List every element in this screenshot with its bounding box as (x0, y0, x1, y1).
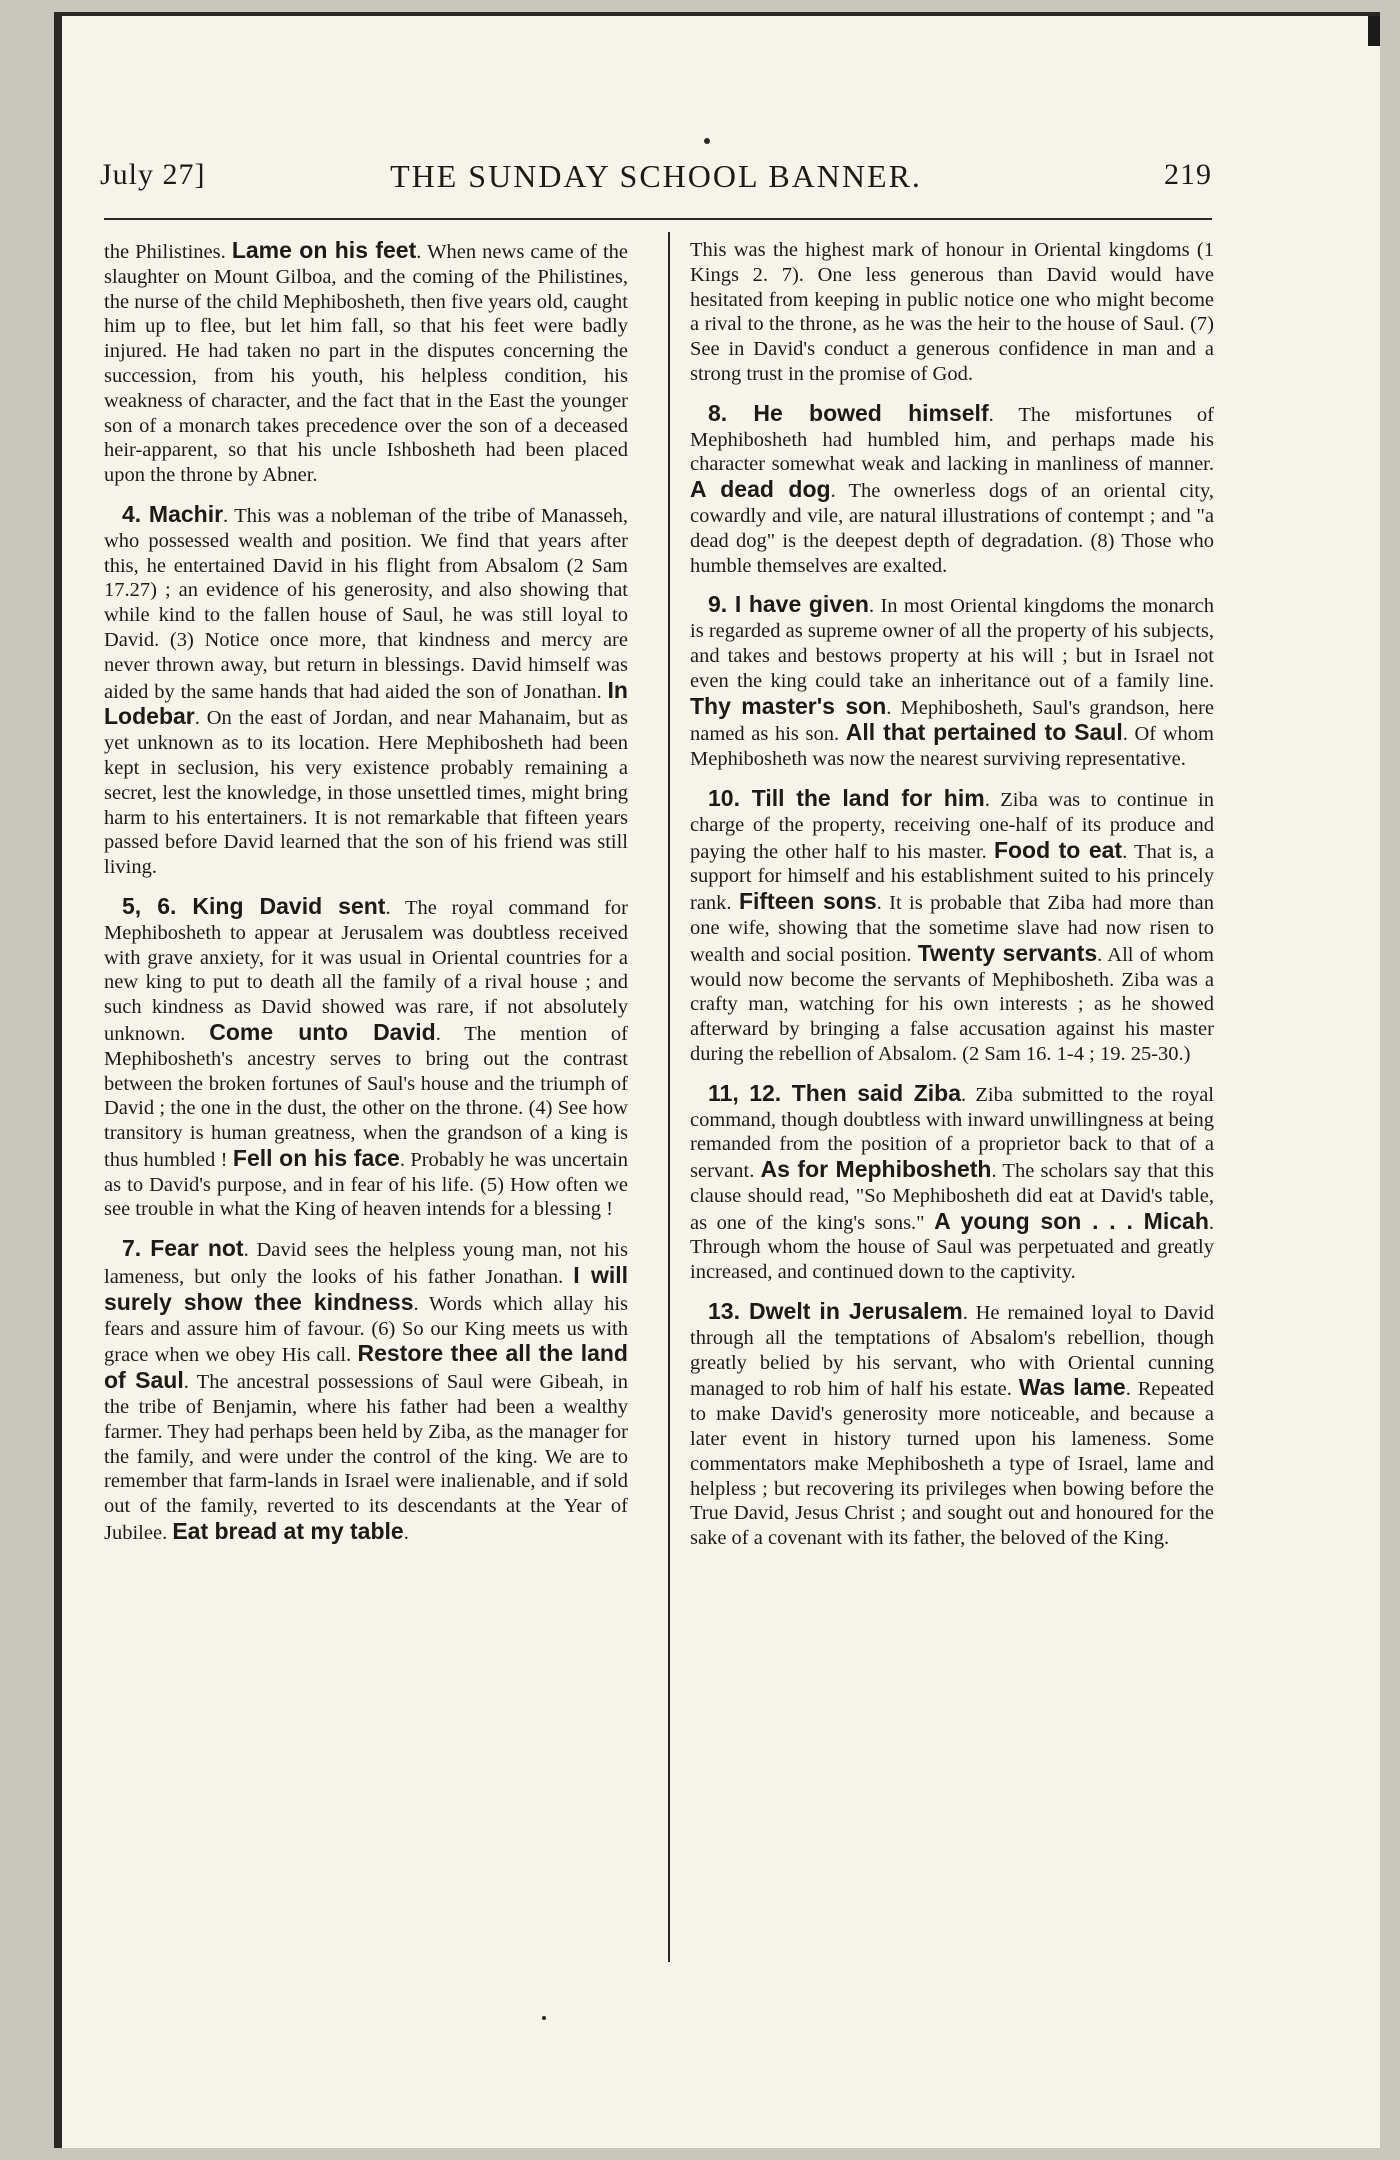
verse-number: 5, 6. (122, 892, 193, 919)
keyword-heading: Food to eat (993, 836, 1123, 863)
keyword-heading: I will surely show thee kindness (104, 1262, 629, 1315)
body-text: . Through whom the house of Saul was perpetuated and greatly increased, and continued down to the captivity. (690, 1211, 1214, 1284)
paragraph (104, 502, 628, 880)
header-title: THE SUNDAY SCHOOL BANNER. (390, 158, 922, 194)
verse-number: 8. (708, 399, 754, 426)
body-text: . Ziba was to continue in charge of the property, receiving one-half of its produce and paying the other half to his master. (690, 788, 1214, 863)
body-text: . The mention of Mephibosheth's ancestry serves to bring out the contrast between the broken fortunes of Saul's house and the triumph of David ; the one in the dust, the other on the throne. (4) See how transitory is human greatness, when the grandson of a king is thus humbled ! (104, 1022, 629, 1171)
keyword-heading: He bowed himself (753, 399, 989, 426)
body-text: . David sees the helpless young man, not his lameness, but only the looks of his father Jonathan. (104, 1239, 628, 1289)
body-text: . Of whom Mephibosheth was now the nearest surviving representative. (690, 723, 1215, 771)
verse-number: 4. (122, 500, 149, 527)
body-text: . The scholars say that this clause should read, "So Mephibosheth did eat at David's table, as one of the king's sons." (690, 1160, 1214, 1234)
running-header (100, 158, 1212, 202)
verse-number: 7. (122, 1235, 151, 1262)
column-divider (668, 232, 670, 1962)
body-text: . The ancestral possessions of Saul were Gibeah, in the tribe of Benjamin, where his father had been a wealthy farmer. They had perhaps been held by Ziba, as the manager for the family, and were under the control of the king. We are to remember that farm-lands in Israel were inalienable, and if sold out of the family, reverted to its descendants at the Year of Jubilee. (104, 1371, 628, 1545)
binding-edge (1368, 16, 1380, 46)
body-text: . When news came of the slaughter on Mount Gilboa, and the coming of the Philistines, the nurse of the child Mephibosheth, then five years old, caught him up to flee, but let him fall, so that his feet were badly injured. He had taken no part in the disputes concerning the succession, from his youth, his helpless condition, his weakness of character, and the fact that in the East the younger son of a monarch takes precedence over the son of a deceased heir-apparent, so that his uncle Ishbosheth had been placed upon the throne by Abner. (104, 241, 629, 487)
keyword-heading: Twenty servants (917, 939, 1098, 966)
keyword-heading: In Lodebar (104, 676, 628, 730)
verse-number: 11, 12. (708, 1079, 792, 1106)
keyword-heading: Fell on his face (232, 1144, 400, 1171)
keyword-heading: A dead dog (690, 476, 831, 503)
keyword-heading: Machir (148, 500, 224, 527)
ink-speck (542, 2016, 546, 2020)
body-text: . In most Oriental kingdoms the monarch is regarded as supreme owner of all the property of his subjects, and takes and bestows property at his will ; but in Israel not even the king could take an inheritance out of a family line. (690, 595, 1214, 692)
keyword-heading: As for Mephibosheth (760, 1156, 992, 1183)
paragraph (104, 1236, 628, 1546)
verse-number: 13. (708, 1298, 750, 1325)
keyword-heading: Then said Ziba (791, 1079, 962, 1106)
verse-number: 10. (708, 784, 752, 811)
body-text: . The ownerless dogs of an oriental city, cowardly and vile, are natural illustrations of contempt ; and "a dead dog" is the deepest depth of degradation. (8) Those who humble themselves are exalted. (690, 480, 1214, 577)
paragraph (690, 592, 1214, 772)
keyword-heading: Thy master's son (690, 692, 887, 719)
keyword-heading: Come unto David (209, 1018, 436, 1045)
keyword-heading: Fifteen sons (738, 888, 877, 915)
body-text: This was the highest mark of honour in Oriental kingdoms (1 Kings 2. 7). One less generous than David would have hesitated from keeping in public notice one who might become a rival to the throne, as he was the heir to the house of Saul. (7) See in David's conduct a generous confidence in man and a strong trust in the promise of God. (690, 239, 1214, 385)
body-text: . On the east of Jordan, and near Mahanaim, but as yet unknown as to its location. Here Mephibosheth had been kept in seclusion, his very existence probably remaining a secret, lest the knowledge, in those unsettled times, might bring harm to his entertainers. It is not remarkable that fifteen years passed before David learned that the son of his friend was still living. (104, 707, 628, 879)
keyword-heading: Was lame (1018, 1374, 1126, 1401)
body-text: . The royal command for Mephibosheth to appear at Jerusalem was doubtless received with grave anxiety, for it was usual in Oriental countries for a new king to put to death all the family of a rival house ; and such kindness as David showed was rare, if not absolutely unknown. (104, 896, 628, 1045)
keyword-heading: I have given (734, 591, 869, 618)
body-text: . The misfortunes of Mephibosheth had humbled him, and perhaps made his character somewhat weak and lacking in manliness of manner. (690, 403, 1214, 476)
header-date: July 27] (100, 158, 206, 191)
keyword-heading: A young son . . . Micah (934, 1207, 1209, 1234)
body-text: . This was a nobleman of the tribe of Manasseh, who possessed wealth and position. We find that years after this, he entertained David in his flight from Absalom (2 Sam 17.27) ; an evidence of his generosity, and also showing that while kind to the fallen house of Saul, he was still loyal to David. (3) Notice once more, that kindness and mercy are never thrown away, but return in blessings. David himself was aided by the same hands that had aided the son of Jonathan. (104, 504, 628, 703)
keyword-heading: Restore thee all the land of Saul (104, 1340, 628, 1394)
paragraph (104, 238, 628, 488)
header-rule (104, 218, 1212, 220)
body-text: . It is probable that Ziba had more than one wife, showing that the sometime slave had now risen to wealth and social position. (690, 892, 1214, 966)
page-number: 219 (1164, 158, 1212, 191)
keyword-heading: Lame on his feet (231, 237, 417, 263)
body-text: . Repeated to make David's generosity more noticeable, and because a later event in history turned upon his lameness. Some commentators make Mephibosheth a type of Israel, lame and helpless ; but recovering its privileges when bowing before the True David, Jesus Christ ; and sought out and honoured for the sake of a covenant with its father, the beloved of the King. (690, 1378, 1214, 1550)
keyword-heading: Till the land for him (751, 784, 985, 811)
body-text: . He remained loyal to David through all the temptations of Absalom's rebellion, though greatly belied by his servant, who with Oriental cunning managed to rob him of half his estate. (690, 1302, 1214, 1401)
keyword-heading: All that pertained to Saul (845, 719, 1123, 746)
body-text: . Mephibosheth, Saul's grandson, here named as his son. (690, 696, 1214, 746)
paragraph (690, 1299, 1214, 1551)
paragraph (690, 1081, 1214, 1285)
verse-number: 9. (708, 591, 735, 618)
body-text: the Philistines. (104, 241, 232, 263)
ink-speck (704, 138, 710, 144)
right-column (690, 238, 1214, 1565)
keyword-heading: Eat bread at my table (172, 1518, 404, 1545)
keyword-heading: King David sent (192, 892, 386, 919)
keyword-heading: Dwelt in Jerusalem (749, 1298, 963, 1325)
body-text: . That is, a support for himself and his establishment suited to his princely rank. (690, 840, 1214, 915)
paragraph (104, 894, 628, 1222)
body-text: . (403, 1522, 409, 1545)
paragraph (690, 238, 1214, 387)
body-text: . All of whom would now become the servants of Mephibosheth. Ziba was a crafty man, watching for his own interests ; as he showed afterward by bringing a false accusation against his master during the rebellion of Absalom. (2 Sam 16. 1-4 ; 19. 25-30.) (690, 943, 1214, 1065)
left-column (104, 238, 628, 1560)
body-text: . Words which allay his fears and assure him of favour. (6) So our King meets us with grace when we obey His call. (104, 1292, 628, 1367)
paragraph (690, 786, 1214, 1067)
body-text: . Ziba submitted to the royal command, though doubtless with inward unwillingness at being remanded from the position of a proprietor back to that of a servant. (690, 1083, 1214, 1183)
paragraph (690, 401, 1214, 579)
body-text: . Probably he was uncertain as to David's purpose, and in fear of his life. (5) How often we see trouble in what the King of heaven intends for a blessing ! (104, 1148, 628, 1221)
keyword-heading: Fear not (150, 1235, 244, 1262)
